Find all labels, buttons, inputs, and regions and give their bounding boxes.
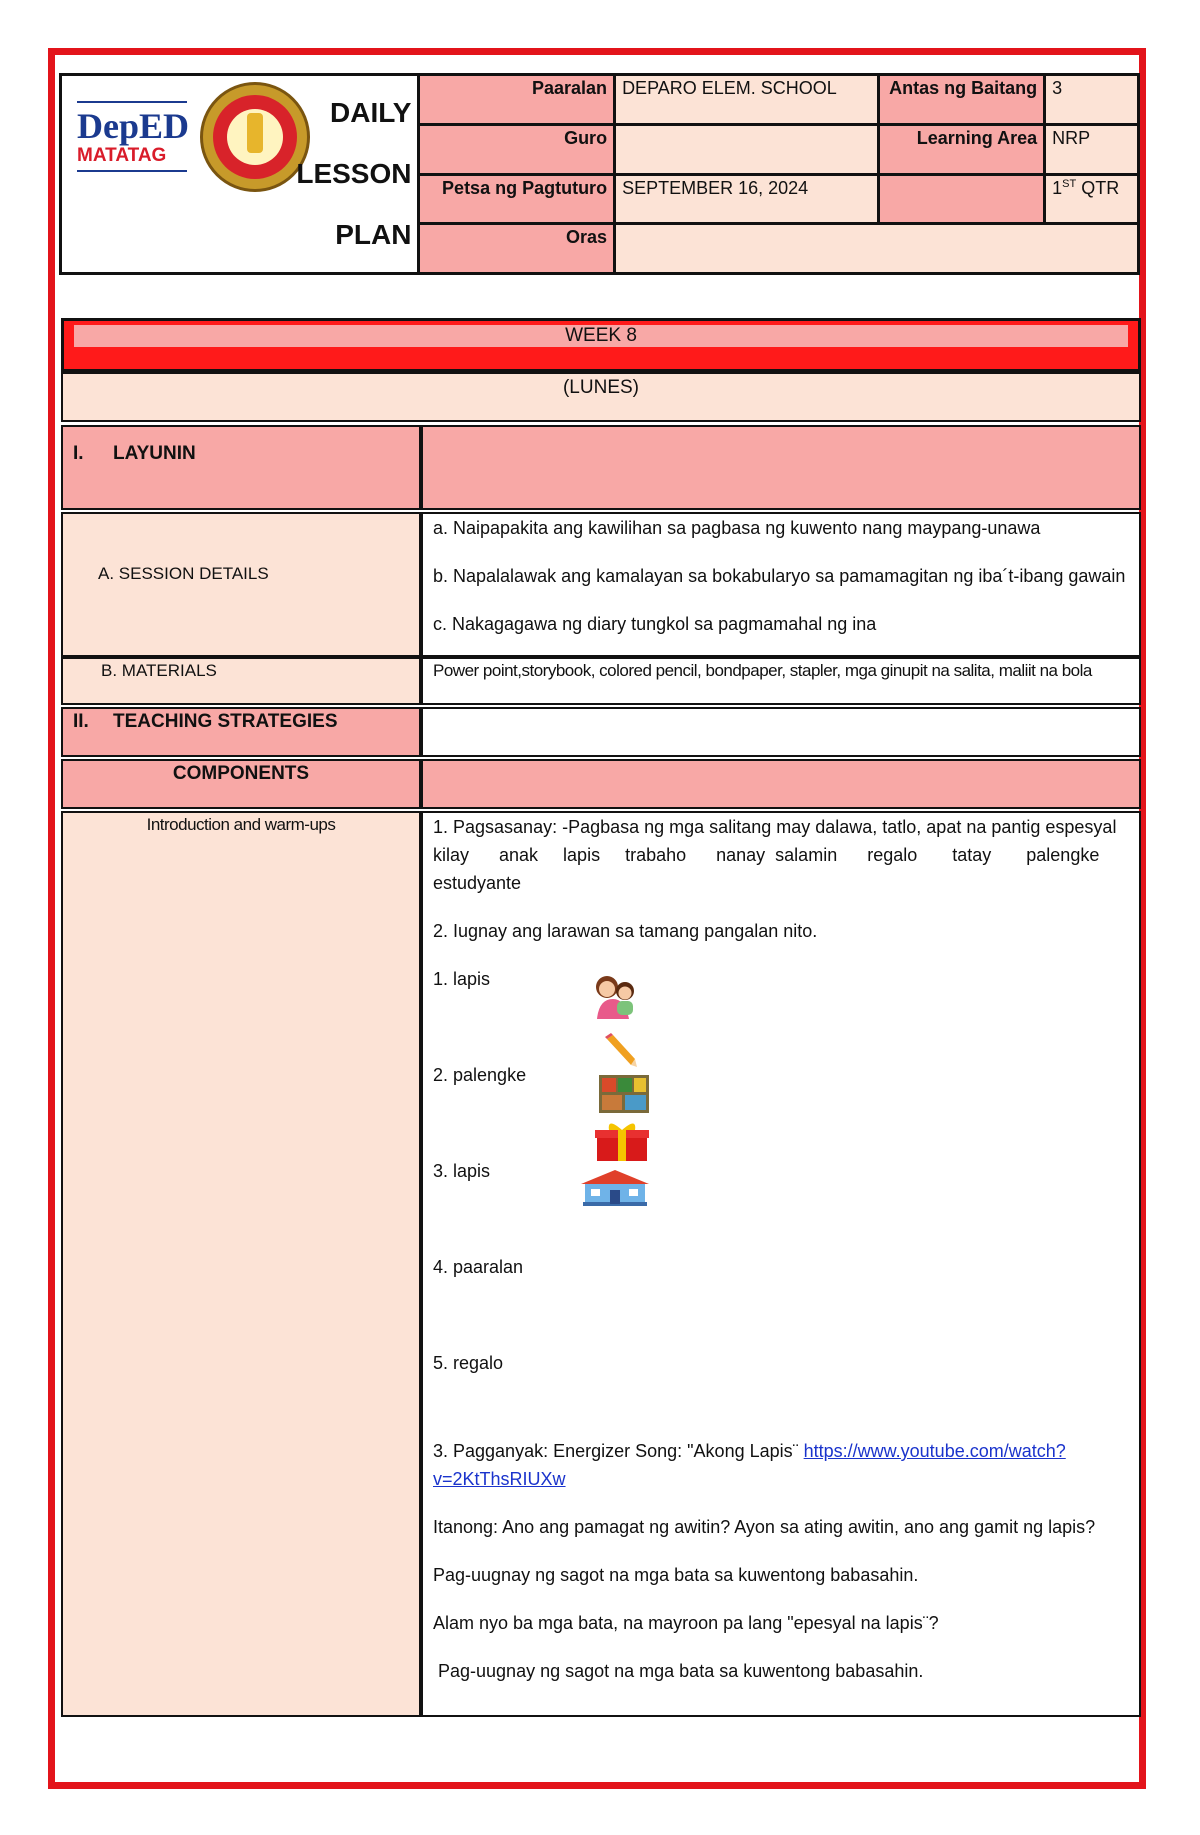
quarter-number: 1 <box>1052 177 1063 198</box>
mother-child-icon <box>589 973 645 1023</box>
session-item: b. Napalalawak ang kamalayan sa bokabularyo sa pamamagitan ng iba´t-ibang gawain <box>433 566 1126 586</box>
school-icon <box>577 1168 653 1208</box>
strategies-label-cell <box>61 707 421 757</box>
session-label-cell <box>61 512 421 657</box>
deped-logo <box>77 101 197 172</box>
pagganyak-line-cont <box>433 1469 566 1490</box>
match-item: 4. paaralan <box>433 1257 524 1277</box>
pagsasanay-line: 1. Pagsasanay: -Pagbasa ng mga salitang may dalawa, tatlo, apat na pantig espesyal <box>433 817 1117 837</box>
match-item: 5. regalo <box>433 1353 504 1373</box>
iugnay-instruction: 2. Iugnay ang larawan sa tamang pangalan nito. <box>433 921 818 941</box>
logo-cell <box>61 75 419 274</box>
intro-content-cell <box>421 811 1141 1717</box>
paguugnay-text: Pag-uugnay ng sagot na mga bata sa kuwentong babasahin. <box>433 1565 919 1585</box>
youtube-link[interactable]: https://www.youtube.com/watch? <box>803 1441 1066 1461</box>
week-label: WEEK 8 <box>74 325 1128 347</box>
pagsasanay-words-cont: estudyante <box>433 873 522 893</box>
layunin-label: LAYUNIN <box>113 443 196 464</box>
gift-icon <box>593 1121 651 1163</box>
day-label: (LUNES) <box>562 377 639 398</box>
day-row <box>61 372 1141 422</box>
paaralan-label: Paaralan <box>419 75 615 125</box>
components-value-cell <box>421 759 1141 809</box>
session-label: A. SESSION DETAILS <box>98 564 269 583</box>
antas-value: 3 <box>1045 75 1139 125</box>
market-icon <box>599 1075 649 1113</box>
empty-cell <box>879 174 1045 224</box>
guro-value <box>615 124 879 174</box>
paguugnay-text-2: Pag-uugnay ng sagot na mga bata sa kuwentong babasahin. <box>433 1661 924 1681</box>
layunin-label-cell <box>61 425 421 510</box>
matatag-logo-text: MATATAG <box>77 145 167 166</box>
quarter-value <box>1045 174 1139 224</box>
pagsasanay-words: kilay anak lapis trabaho nanay salamin regalo tatay palengke <box>433 845 1100 865</box>
pagganyak-line <box>433 1441 1066 1462</box>
components-label-cell <box>61 759 421 809</box>
guro-label: Guro <box>419 124 615 174</box>
materials-value: Power point,storybook, colored pencil, bondpaper, stapler, mga ginupit na salita, maliit na bola <box>433 661 1092 680</box>
match-item: 1. lapis <box>433 969 491 989</box>
title-plan: PLAN <box>335 219 412 250</box>
session-item: c. Nakagagawa ng diary tungkol sa pagmamahal ng ina <box>433 614 877 634</box>
intro-label: Introduction and warm-ups <box>146 815 336 834</box>
oras-value <box>615 224 1139 274</box>
antas-label: Antas ng Baitang <box>879 75 1045 125</box>
learning-area-label: Learning Area <box>879 124 1045 174</box>
alam-text: Alam nyo ba mga bata, na mayroon pa lang "epesyal na lapis¨? <box>433 1613 939 1633</box>
materials-label: B. MATERIALS <box>101 661 217 680</box>
oras-label: Oras <box>419 224 615 274</box>
strategies-label: TEACHING STRATEGIES <box>113 711 338 732</box>
pencil-icon <box>603 1033 639 1069</box>
strategies-number: II. <box>73 711 89 732</box>
week-bar <box>61 318 1141 372</box>
materials-value-cell <box>421 657 1141 705</box>
session-items-cell <box>421 512 1141 657</box>
petsa-label: Petsa ng Pagtuturo <box>419 174 615 224</box>
paaralan-value: DEPARO ELEM. SCHOOL <box>615 75 879 125</box>
learning-area-value: NRP <box>1045 124 1139 174</box>
title-daily: DAILY <box>330 97 412 128</box>
materials-label-cell <box>61 657 421 705</box>
title-lesson: LESSON <box>296 158 412 189</box>
torch-icon <box>247 113 263 153</box>
header-table <box>59 73 1140 275</box>
quarter-text: QTR <box>1076 177 1120 198</box>
layunin-value-cell <box>421 425 1141 510</box>
strategies-value-cell <box>421 707 1141 757</box>
pagganyak-text: 3. Pagganyak: Energizer Song: "Akong Lapis¨ <box>433 1441 804 1461</box>
layunin-number: I. <box>73 443 84 464</box>
petsa-value: SEPTEMBER 16, 2024 <box>615 174 879 224</box>
quarter-suffix: ST <box>1062 177 1077 190</box>
components-label: COMPONENTS <box>172 763 310 784</box>
deped-logo-text: DepED <box>77 106 190 146</box>
itanong-text: Itanong: Ano ang pamagat ng awitin? Ayon sa ating awitin, ano ang gamit ng lapis? <box>433 1517 1096 1537</box>
match-item: 2. palengke <box>433 1065 527 1085</box>
youtube-link-cont[interactable]: v=2KtThsRIUXw <box>433 1469 566 1489</box>
session-item: a. Naipapakita ang kawilihan sa pagbasa ng kuwento nang maypang-unawa <box>433 518 1041 538</box>
intro-label-cell <box>61 811 421 1717</box>
match-item: 3. lapis <box>433 1161 491 1181</box>
